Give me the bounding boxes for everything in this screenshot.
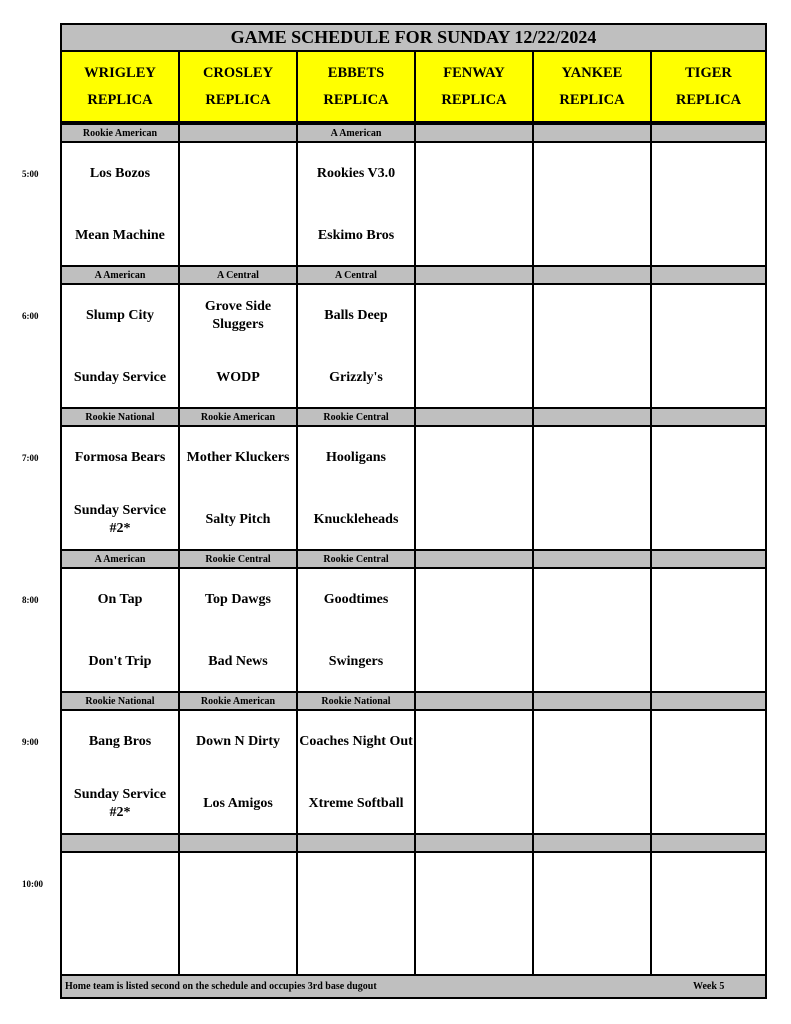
- home-team: [534, 782, 650, 826]
- home-team: [534, 924, 650, 968]
- away-team: Hooligans: [326, 450, 386, 465]
- home-team: [534, 498, 650, 542]
- schedule-sheet: [60, 23, 767, 999]
- division-label: Rookie Central: [323, 553, 389, 565]
- division-label: [652, 409, 768, 425]
- field-sub: REPLICA: [323, 91, 389, 108]
- home-team: Swingers: [328, 654, 384, 669]
- away-team: [416, 578, 532, 622]
- home-team: [534, 214, 650, 258]
- home-team: Bad News: [208, 654, 268, 669]
- division-label: [534, 551, 650, 567]
- away-team: [416, 294, 532, 338]
- division-label: [416, 835, 532, 851]
- away-team: Slump City: [85, 308, 155, 323]
- field-header-crosley: [180, 52, 296, 123]
- home-team: [62, 924, 178, 968]
- division-label: A Central: [335, 269, 377, 281]
- home-team: [416, 782, 532, 826]
- home-team: Los Amigos: [203, 796, 273, 811]
- home-team: Grizzly's: [329, 370, 383, 385]
- away-team: [180, 862, 296, 906]
- home-team-note: Home team is listed second on the schedule and occupies 3rd base dugout: [65, 981, 377, 992]
- away-team: [298, 862, 414, 906]
- division-label: A Central: [217, 269, 259, 281]
- home-team: [652, 356, 768, 400]
- column-divider: [178, 52, 180, 974]
- field-header-tiger: [652, 52, 765, 123]
- field-name: YANKEE: [561, 64, 623, 81]
- away-team: Formosa Bears: [74, 450, 166, 465]
- away-team: [180, 152, 296, 196]
- field-sub: REPLICA: [675, 91, 742, 108]
- away-team: Coaches Night Out: [299, 734, 413, 749]
- division-label: [416, 551, 532, 567]
- division-label: [416, 409, 532, 425]
- home-team: [416, 498, 532, 542]
- home-team: [652, 782, 768, 826]
- field-sub: REPLICA: [87, 91, 153, 108]
- field-header-fenway: [416, 52, 532, 123]
- home-team: [416, 924, 532, 968]
- division-label: Rookie National: [85, 695, 155, 707]
- away-team: Top Dawgs: [204, 592, 271, 607]
- home-team: [652, 640, 768, 684]
- home-team: Eskimo Bros: [317, 228, 395, 243]
- home-team: [652, 214, 768, 258]
- away-team: Balls Deep: [324, 308, 388, 323]
- away-team: [416, 152, 532, 196]
- column-divider: [296, 52, 298, 974]
- division-label: A American: [94, 553, 146, 565]
- division-label: [298, 835, 414, 851]
- field-name: WRIGLEY: [84, 64, 156, 81]
- field-header-yankee: [534, 52, 650, 123]
- division-label: [652, 835, 768, 851]
- away-team: [416, 720, 532, 764]
- away-team: On Tap: [97, 592, 143, 607]
- away-team: [652, 720, 768, 764]
- home-team: [180, 214, 296, 258]
- division-label: [652, 551, 768, 567]
- home-team: [180, 924, 296, 968]
- home-team: WODP: [216, 370, 260, 385]
- home-team: Mean Machine: [75, 228, 165, 243]
- home-team: Sunday Service: [73, 370, 167, 385]
- away-team: [62, 862, 178, 906]
- home-team: [298, 924, 414, 968]
- division-label: [416, 693, 532, 709]
- division-label: Rookie National: [85, 411, 155, 423]
- home-team: Xtreme Softball: [308, 796, 404, 811]
- away-team: Los Bozos: [89, 166, 151, 181]
- away-team: [534, 720, 650, 764]
- division-label: [180, 835, 296, 851]
- away-team: [652, 294, 768, 338]
- home-team: [416, 214, 532, 258]
- division-label: A American: [330, 127, 382, 139]
- field-name: EBBETS: [327, 64, 385, 81]
- division-label: Rookie American: [200, 695, 276, 707]
- footer-bar: [62, 974, 765, 997]
- home-team: Knuckleheads: [313, 512, 399, 527]
- away-team: Bang Bros: [88, 734, 152, 749]
- time-label: 7:00: [22, 453, 39, 463]
- division-label: [652, 125, 768, 141]
- division-label: Rookie National: [321, 695, 391, 707]
- home-team: Salty Pitch: [205, 512, 271, 527]
- division-label: Rookie American: [82, 127, 158, 139]
- away-team: Grove Side Sluggers: [204, 299, 272, 332]
- away-team: [534, 578, 650, 622]
- column-divider: [414, 52, 416, 974]
- field-name: FENWAY: [443, 64, 505, 81]
- away-team: [416, 862, 532, 906]
- away-team: [534, 152, 650, 196]
- home-team: Sunday Service #2*: [73, 503, 167, 536]
- field-sub: REPLICA: [205, 91, 271, 108]
- division-label: [416, 125, 532, 141]
- field-header-ebbets: [298, 52, 414, 123]
- division-label: [652, 693, 768, 709]
- away-team: Rookies V3.0: [316, 166, 396, 181]
- division-label: [534, 835, 650, 851]
- division-label: [180, 125, 296, 141]
- division-label: [534, 693, 650, 709]
- home-team: [534, 356, 650, 400]
- away-team: Down N Dirty: [196, 734, 280, 749]
- away-team: [416, 436, 532, 480]
- time-label: 8:00: [22, 595, 39, 605]
- away-team: Goodtimes: [323, 592, 389, 607]
- away-team: [534, 436, 650, 480]
- division-label: Rookie American: [200, 411, 276, 423]
- home-team: Don't Trip: [88, 654, 152, 669]
- away-team: [652, 862, 768, 906]
- away-team: [652, 152, 768, 196]
- division-label: [534, 409, 650, 425]
- week-label: Week 5: [693, 981, 725, 992]
- field-sub: REPLICA: [441, 91, 507, 108]
- time-label: 10:00: [22, 879, 43, 889]
- field-name: TIGER: [685, 64, 732, 81]
- home-team: [652, 498, 768, 542]
- column-divider: [650, 52, 652, 974]
- home-team: [534, 640, 650, 684]
- away-team: [534, 862, 650, 906]
- away-team: Mother Kluckers: [186, 450, 290, 465]
- division-label: Rookie Central: [323, 411, 389, 423]
- division-label: [416, 267, 532, 283]
- division-label: [62, 835, 178, 851]
- column-divider: [532, 52, 534, 974]
- time-label: 9:00: [22, 737, 39, 747]
- page-title: GAME SCHEDULE FOR SUNDAY 12/22/2024: [62, 25, 765, 52]
- time-label: 6:00: [22, 311, 39, 321]
- home-team: [416, 356, 532, 400]
- division-label: Rookie Central: [205, 553, 271, 565]
- away-team: [534, 294, 650, 338]
- division-label: [534, 267, 650, 283]
- division-label: [652, 267, 768, 283]
- division-label: [534, 125, 650, 141]
- home-team: [416, 640, 532, 684]
- away-team: [652, 578, 768, 622]
- field-sub: REPLICA: [559, 91, 625, 108]
- away-team: [652, 436, 768, 480]
- field-name: CROSLEY: [202, 64, 274, 81]
- time-label: 5:00: [22, 169, 39, 179]
- division-label: A American: [94, 269, 146, 281]
- home-team: Sunday Service #2*: [73, 787, 167, 820]
- home-team: [652, 924, 768, 968]
- field-header-wrigley: [62, 52, 178, 123]
